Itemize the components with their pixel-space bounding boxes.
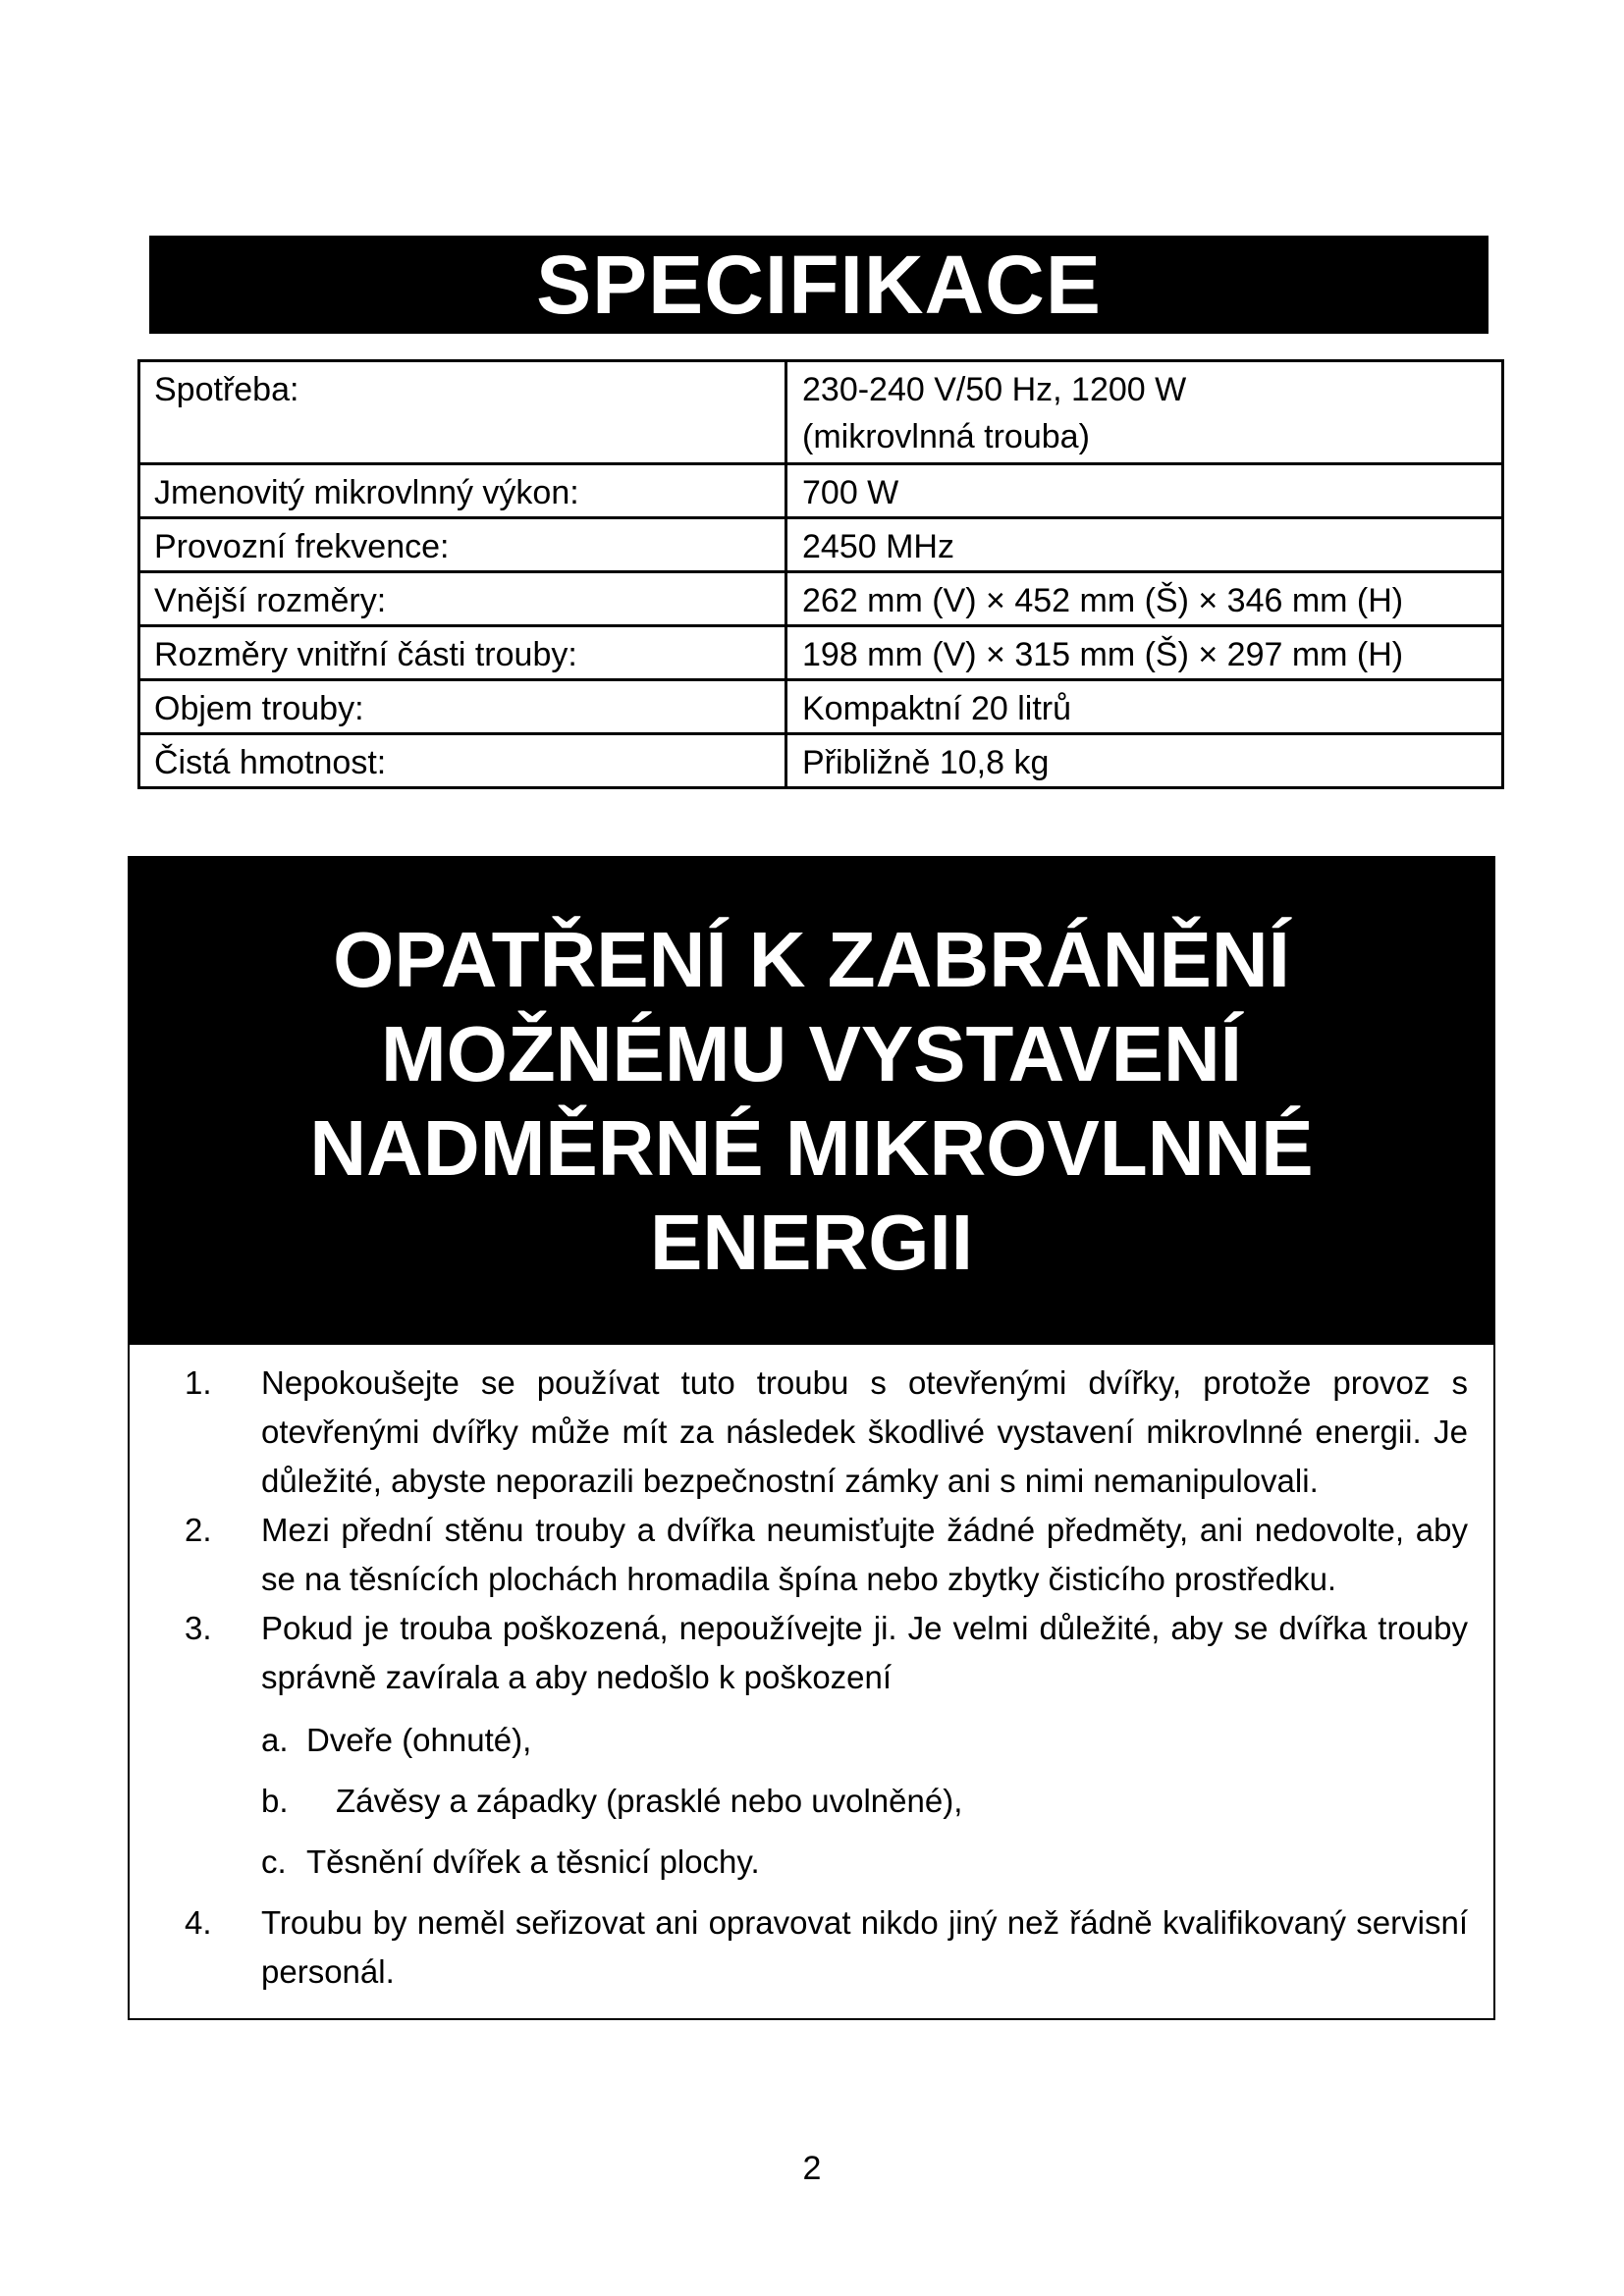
sub-item-text: Těsnění dvířek a těsnicí plochy.: [306, 1843, 760, 1880]
list-item: [155, 1506, 1468, 1604]
sub-item-letter: c.: [261, 1843, 287, 1880]
heading-line: MOŽNÉMU VYSTAVENÍ: [380, 1010, 1243, 1097]
table-row: [139, 572, 1503, 626]
sub-list-item: [261, 1832, 1468, 1893]
spec-value: Kompaktní 20 litrů: [786, 680, 1503, 734]
list-item: [155, 1898, 1468, 1997]
spec-value: 700 W: [786, 464, 1503, 518]
table-row: [139, 680, 1503, 734]
sub-item-text: Dveře (ohnuté),: [306, 1722, 532, 1758]
item-text: Pokud je trouba poškozená, nepoužívejte ji. Je velmi důležité, aby se dvířka trouby správně zavírala a aby nedošlo k poškození: [261, 1610, 1468, 1695]
sub-item-letter: a.: [261, 1722, 289, 1758]
item-text: Mezi přední stěnu trouby a dvířka neumisťujte žádné předměty, ani nedovolte, aby se na těsnících plochách hromadila špína nebo zbytky čisticího prostředku.: [261, 1512, 1468, 1597]
spec-value-line: 230-240 V/50 Hz, 1200 W: [802, 371, 1187, 408]
item-number: 4.: [185, 1904, 212, 1941]
item-text: Troubu by neměl seřizovat ani opravovat nikdo jiný než řádně kvalifikovaný servisní personál.: [261, 1904, 1468, 1990]
table-row: [139, 734, 1503, 788]
item-text: Nepokoušejte se používat tuto troubu s otevřenými dvířky, protože provoz s otevřenými dvířky může mít za následek škodlivé vystavení mikrovlnné energii. Je důležité, abyste neporazili bezpečnostní zámky ani s nimi nemanipulovali.: [261, 1364, 1468, 1499]
table-row: [139, 518, 1503, 572]
spec-label: Vnější rozměry:: [139, 572, 786, 626]
spec-value-line: (mikrovlnná trouba): [802, 418, 1090, 455]
spec-label: Spotřeba:: [139, 361, 786, 464]
spec-label: Objem trouby:: [139, 680, 786, 734]
spec-label: Provozní frekvence:: [139, 518, 786, 572]
specifications-heading: SPECIFIKACE: [149, 236, 1489, 334]
table-row: [139, 464, 1503, 518]
table-row: [139, 361, 1503, 464]
precautions-heading: [130, 858, 1493, 1345]
spec-value: 2450 MHz: [786, 518, 1503, 572]
spec-value: 198 mm (V) × 315 mm (Š) × 297 mm (H): [786, 626, 1503, 680]
spec-value: [786, 361, 1503, 464]
item-number: 3.: [185, 1610, 212, 1646]
heading-line: NADMĚRNÉ MIKROVLNNÉ: [309, 1104, 1314, 1192]
spec-value: 262 mm (V) × 452 mm (Š) × 346 mm (H): [786, 572, 1503, 626]
sub-item-letter: b.: [261, 1783, 289, 1819]
list-item: [155, 1604, 1468, 1893]
spec-value: Přibližně 10,8 kg: [786, 734, 1503, 788]
spec-label: Jmenovitý mikrovlnný výkon:: [139, 464, 786, 518]
precautions-list: [130, 1345, 1493, 1997]
specifications-table: [137, 359, 1504, 789]
precautions-section: [128, 856, 1495, 2020]
item-number: 1.: [185, 1364, 212, 1401]
item-number: 2.: [185, 1512, 212, 1548]
spec-label: Čistá hmotnost:: [139, 734, 786, 788]
sub-list-item: [261, 1710, 1468, 1771]
damage-sublist: [261, 1710, 1468, 1893]
page-number: 2: [802, 2150, 822, 2187]
spec-label: Rozměry vnitřní části trouby:: [139, 626, 786, 680]
list-item: [155, 1359, 1468, 1506]
sub-list-item: [261, 1771, 1468, 1832]
heading-line: ENERGII: [650, 1199, 973, 1286]
heading-line: OPATŘENÍ K ZABRÁNĚNÍ: [333, 916, 1290, 1003]
table-row: [139, 626, 1503, 680]
sub-item-text: Závěsy a západky (prasklé nebo uvolněné),: [336, 1783, 963, 1819]
